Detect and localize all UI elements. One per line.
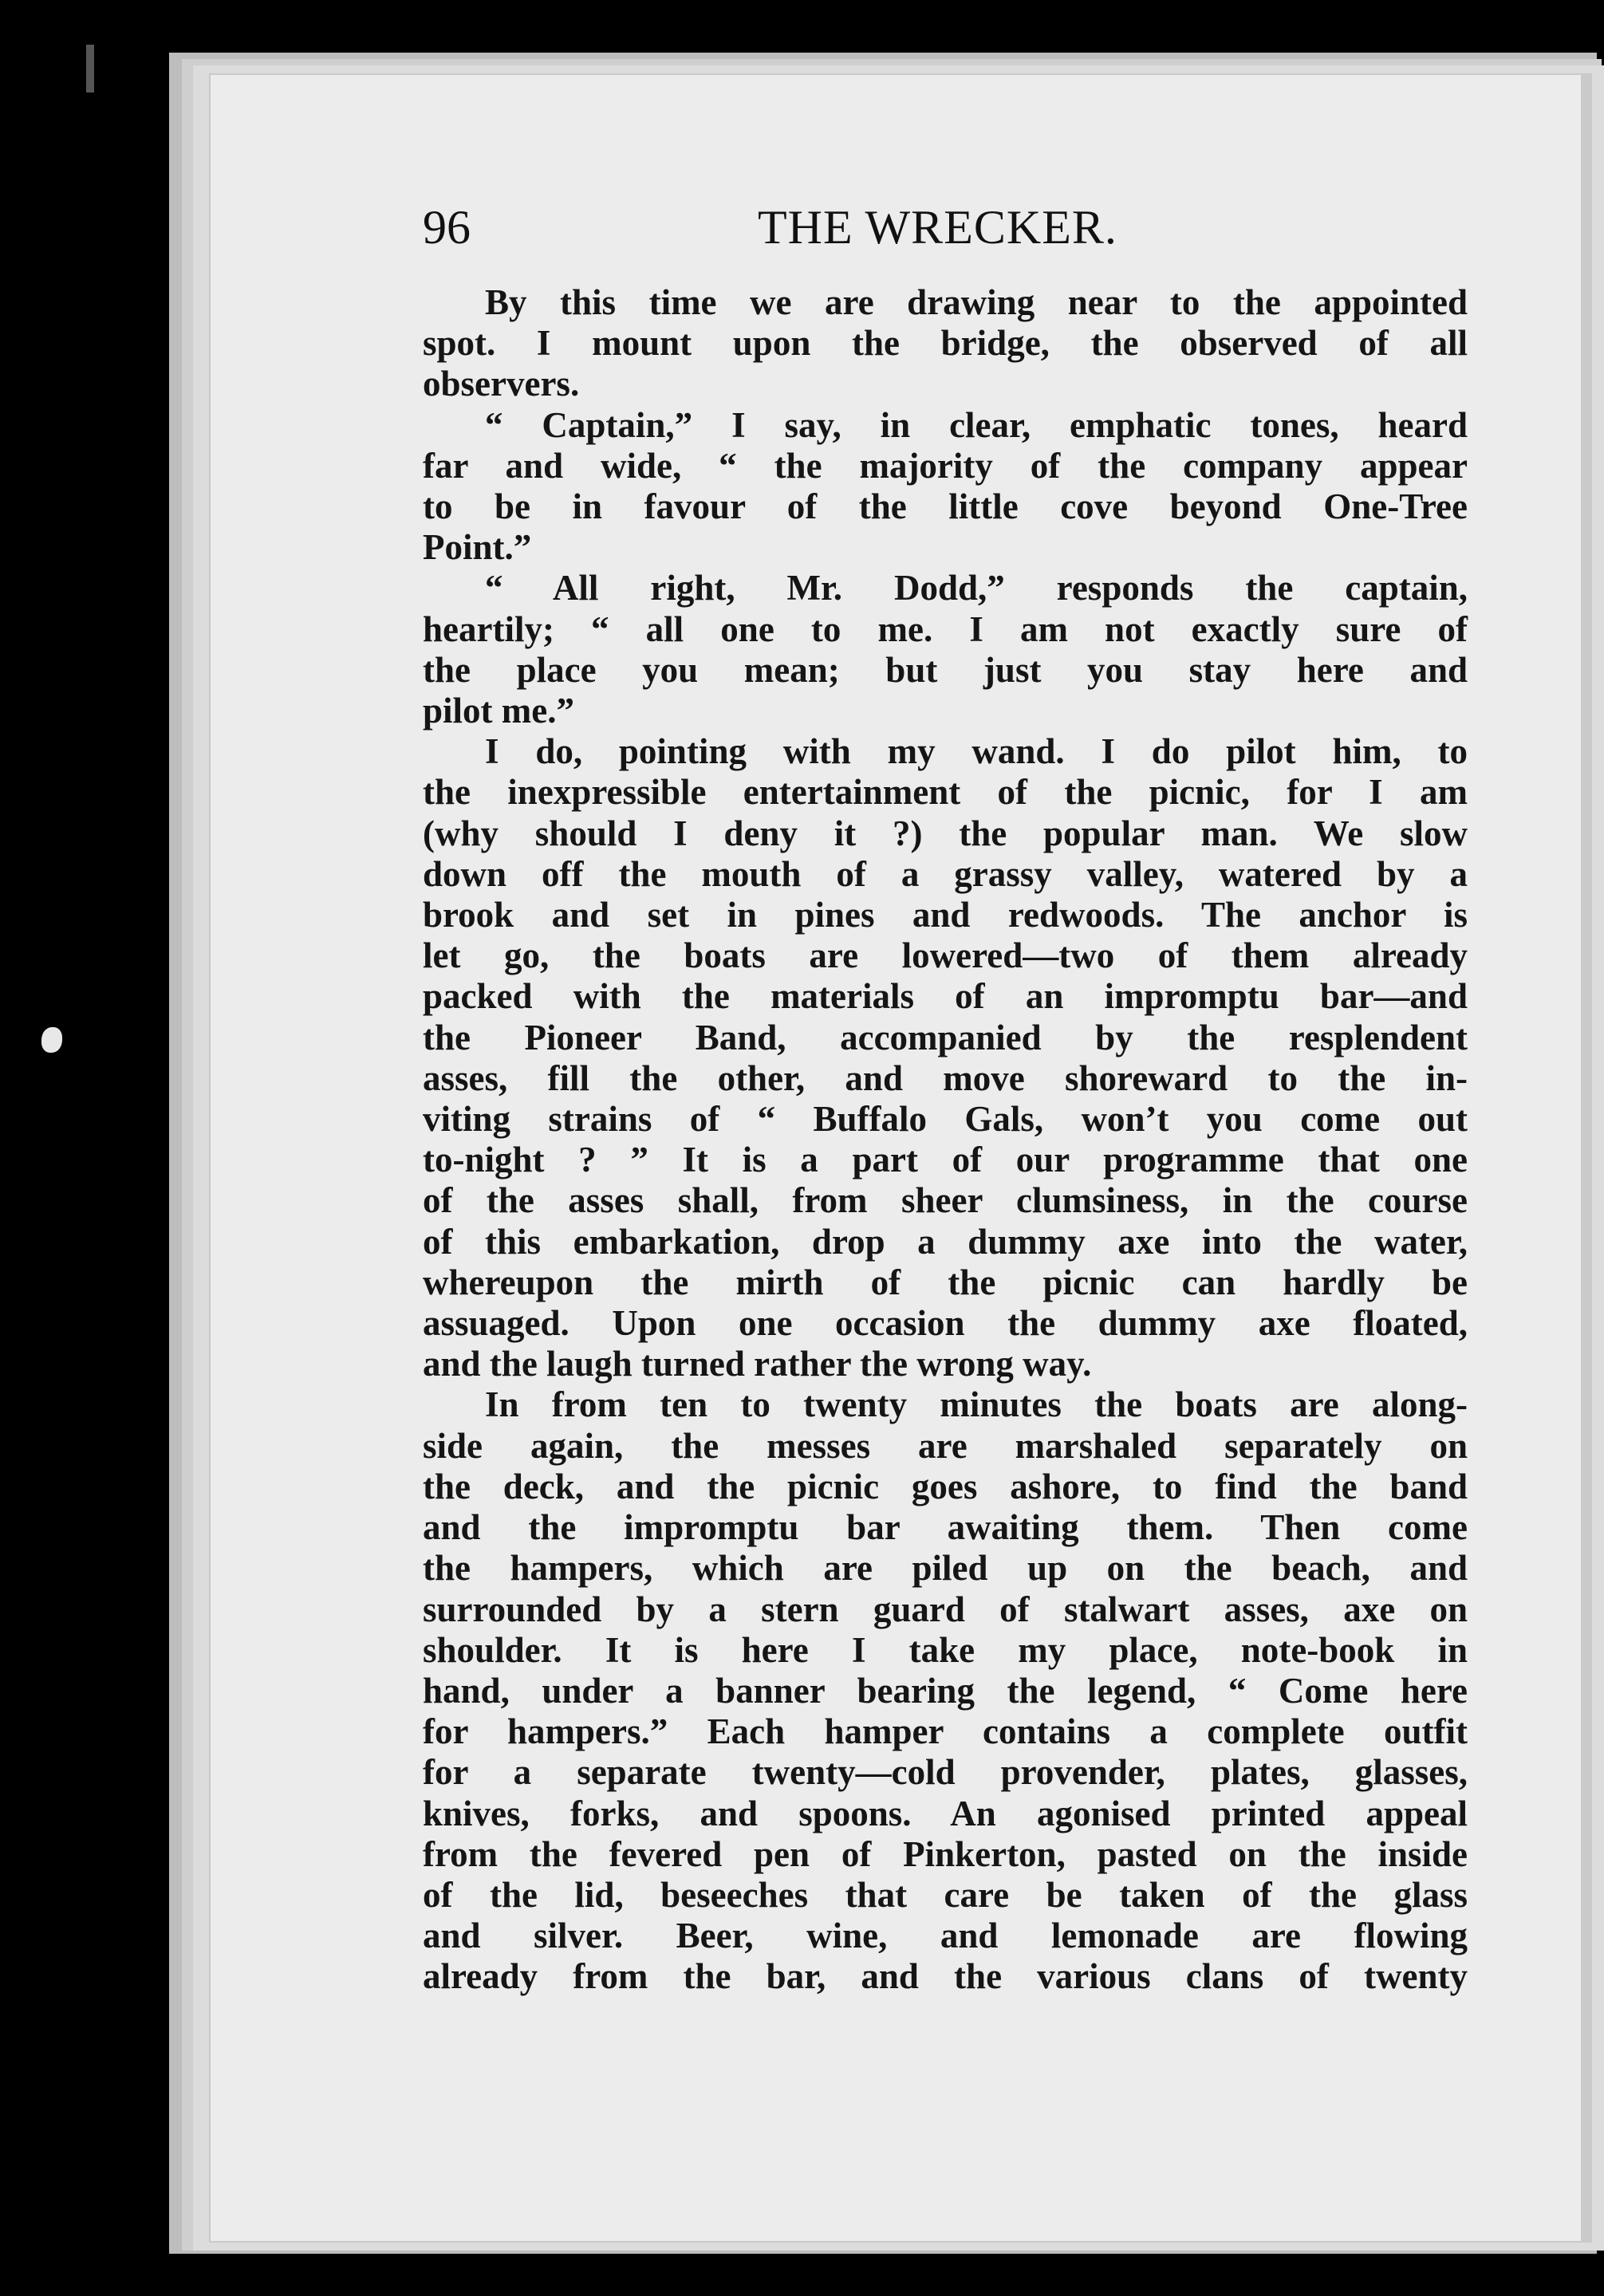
text-line: far and wide, “ the majority of the company appear — [423, 445, 1468, 486]
text-line: observers. — [423, 364, 580, 404]
text-line: packed with the materials of an impromptu bar—and — [423, 976, 1468, 1017]
text-line: surrounded by a stern guard of stalwart asses, axe on — [423, 1589, 1468, 1629]
spine-smudge — [41, 1027, 62, 1053]
text-line: Point.” — [423, 527, 532, 568]
paragraph — [423, 405, 1468, 569]
text-line: to-night ? ” It is a part of our programme that one — [423, 1140, 1468, 1180]
text-line: “ All right, Mr. Dodd,” responds the captain, — [485, 568, 1468, 608]
paragraph — [423, 1384, 1468, 1997]
text-line: “ Captain,” I say, in clear, emphatic tones, heard — [485, 404, 1468, 445]
text-line: knives, forks, and spoons. An agonised printed appeal — [423, 1793, 1468, 1833]
text-line: the inexpressible entertainment of the picnic, for I am — [423, 772, 1468, 813]
text-line: from the fevered pen of Pinkerton, pasted on the inside — [423, 1833, 1468, 1874]
text-line: whereupon the mirth of the picnic can hardly be — [423, 1262, 1468, 1302]
text-line: brook and set in pines and redwoods. The anchor is — [423, 895, 1468, 935]
running-header — [423, 191, 1375, 263]
text-line: and silver. Beer, wine, and lemonade are flowing — [423, 1916, 1468, 1956]
text-line: assuaged. Upon one occasion the dummy axe floated, — [423, 1303, 1468, 1344]
running-title: THE WRECKER. — [758, 201, 1117, 254]
text-line: of the asses shall, from sheer clumsiness, in the course — [423, 1180, 1468, 1221]
page-right-margin — [1581, 73, 1592, 2243]
text-line: hand, under a banner bearing the legend, “ Come here — [423, 1670, 1468, 1711]
text-line: the Pioneer Band, accompanied by the resplendent — [423, 1017, 1468, 1057]
body-text — [423, 282, 1468, 1998]
text-line: and the impromptu bar awaiting them. Then come — [423, 1507, 1468, 1548]
text-line: side again, the messes are marshaled separately on — [423, 1425, 1468, 1466]
text-line: By this time we are drawing near to the appointed — [485, 282, 1468, 322]
text-line: (why should I deny it ?) the popular man. We slow — [423, 813, 1468, 853]
text-line: to be in favour of the little cove beyond One-Tree — [423, 486, 1468, 527]
text-line: of the lid, beseeches that care be taken of the glass — [423, 1874, 1468, 1915]
text-line: shoulder. It is here I take my place, note-book in — [423, 1629, 1468, 1670]
paragraph — [423, 282, 1468, 405]
text-line: I do, pointing with my wand. I do pilot him, to — [485, 731, 1468, 772]
text-line: for hampers.” Each hamper contains a complete outfit — [423, 1711, 1468, 1752]
text-line: heartily; “ all one to me. I am not exactly sure of — [423, 608, 1468, 649]
text-line: the deck, and the picnic goes ashore, to find the band — [423, 1466, 1468, 1506]
text-line: the place you mean; but just you stay here and — [423, 649, 1468, 690]
text-line: In from ten to twenty minutes the boats are along- — [485, 1384, 1468, 1425]
text-line: already from the bar, and the various clans of twenty — [423, 1956, 1468, 1997]
binding-mark — [86, 45, 94, 93]
text-line: viting strains of “ Buffalo Gals, won’t you come out — [423, 1099, 1468, 1140]
book-page — [209, 73, 1592, 2243]
text-line: let go, the boats are lowered—two of them already — [423, 935, 1468, 976]
text-line: down off the mouth of a grassy valley, watered by a — [423, 853, 1468, 894]
text-line: pilot me.” — [423, 691, 574, 731]
paragraph — [423, 731, 1468, 1384]
page-number: 96 — [423, 201, 471, 254]
text-line: asses, fill the other, and move shoreward to the in- — [423, 1057, 1468, 1098]
text-line: spot. I mount upon the bridge, the observed of all — [423, 323, 1468, 364]
text-line: and the laugh turned rather the wrong way. — [423, 1344, 1092, 1384]
text-line: of this embarkation, drop a dummy axe into the water, — [423, 1221, 1468, 1262]
paragraph — [423, 568, 1468, 731]
text-line: the hampers, which are piled up on the beach, and — [423, 1548, 1468, 1589]
text-line: for a separate twenty—cold provender, plates, glasses, — [423, 1752, 1468, 1793]
